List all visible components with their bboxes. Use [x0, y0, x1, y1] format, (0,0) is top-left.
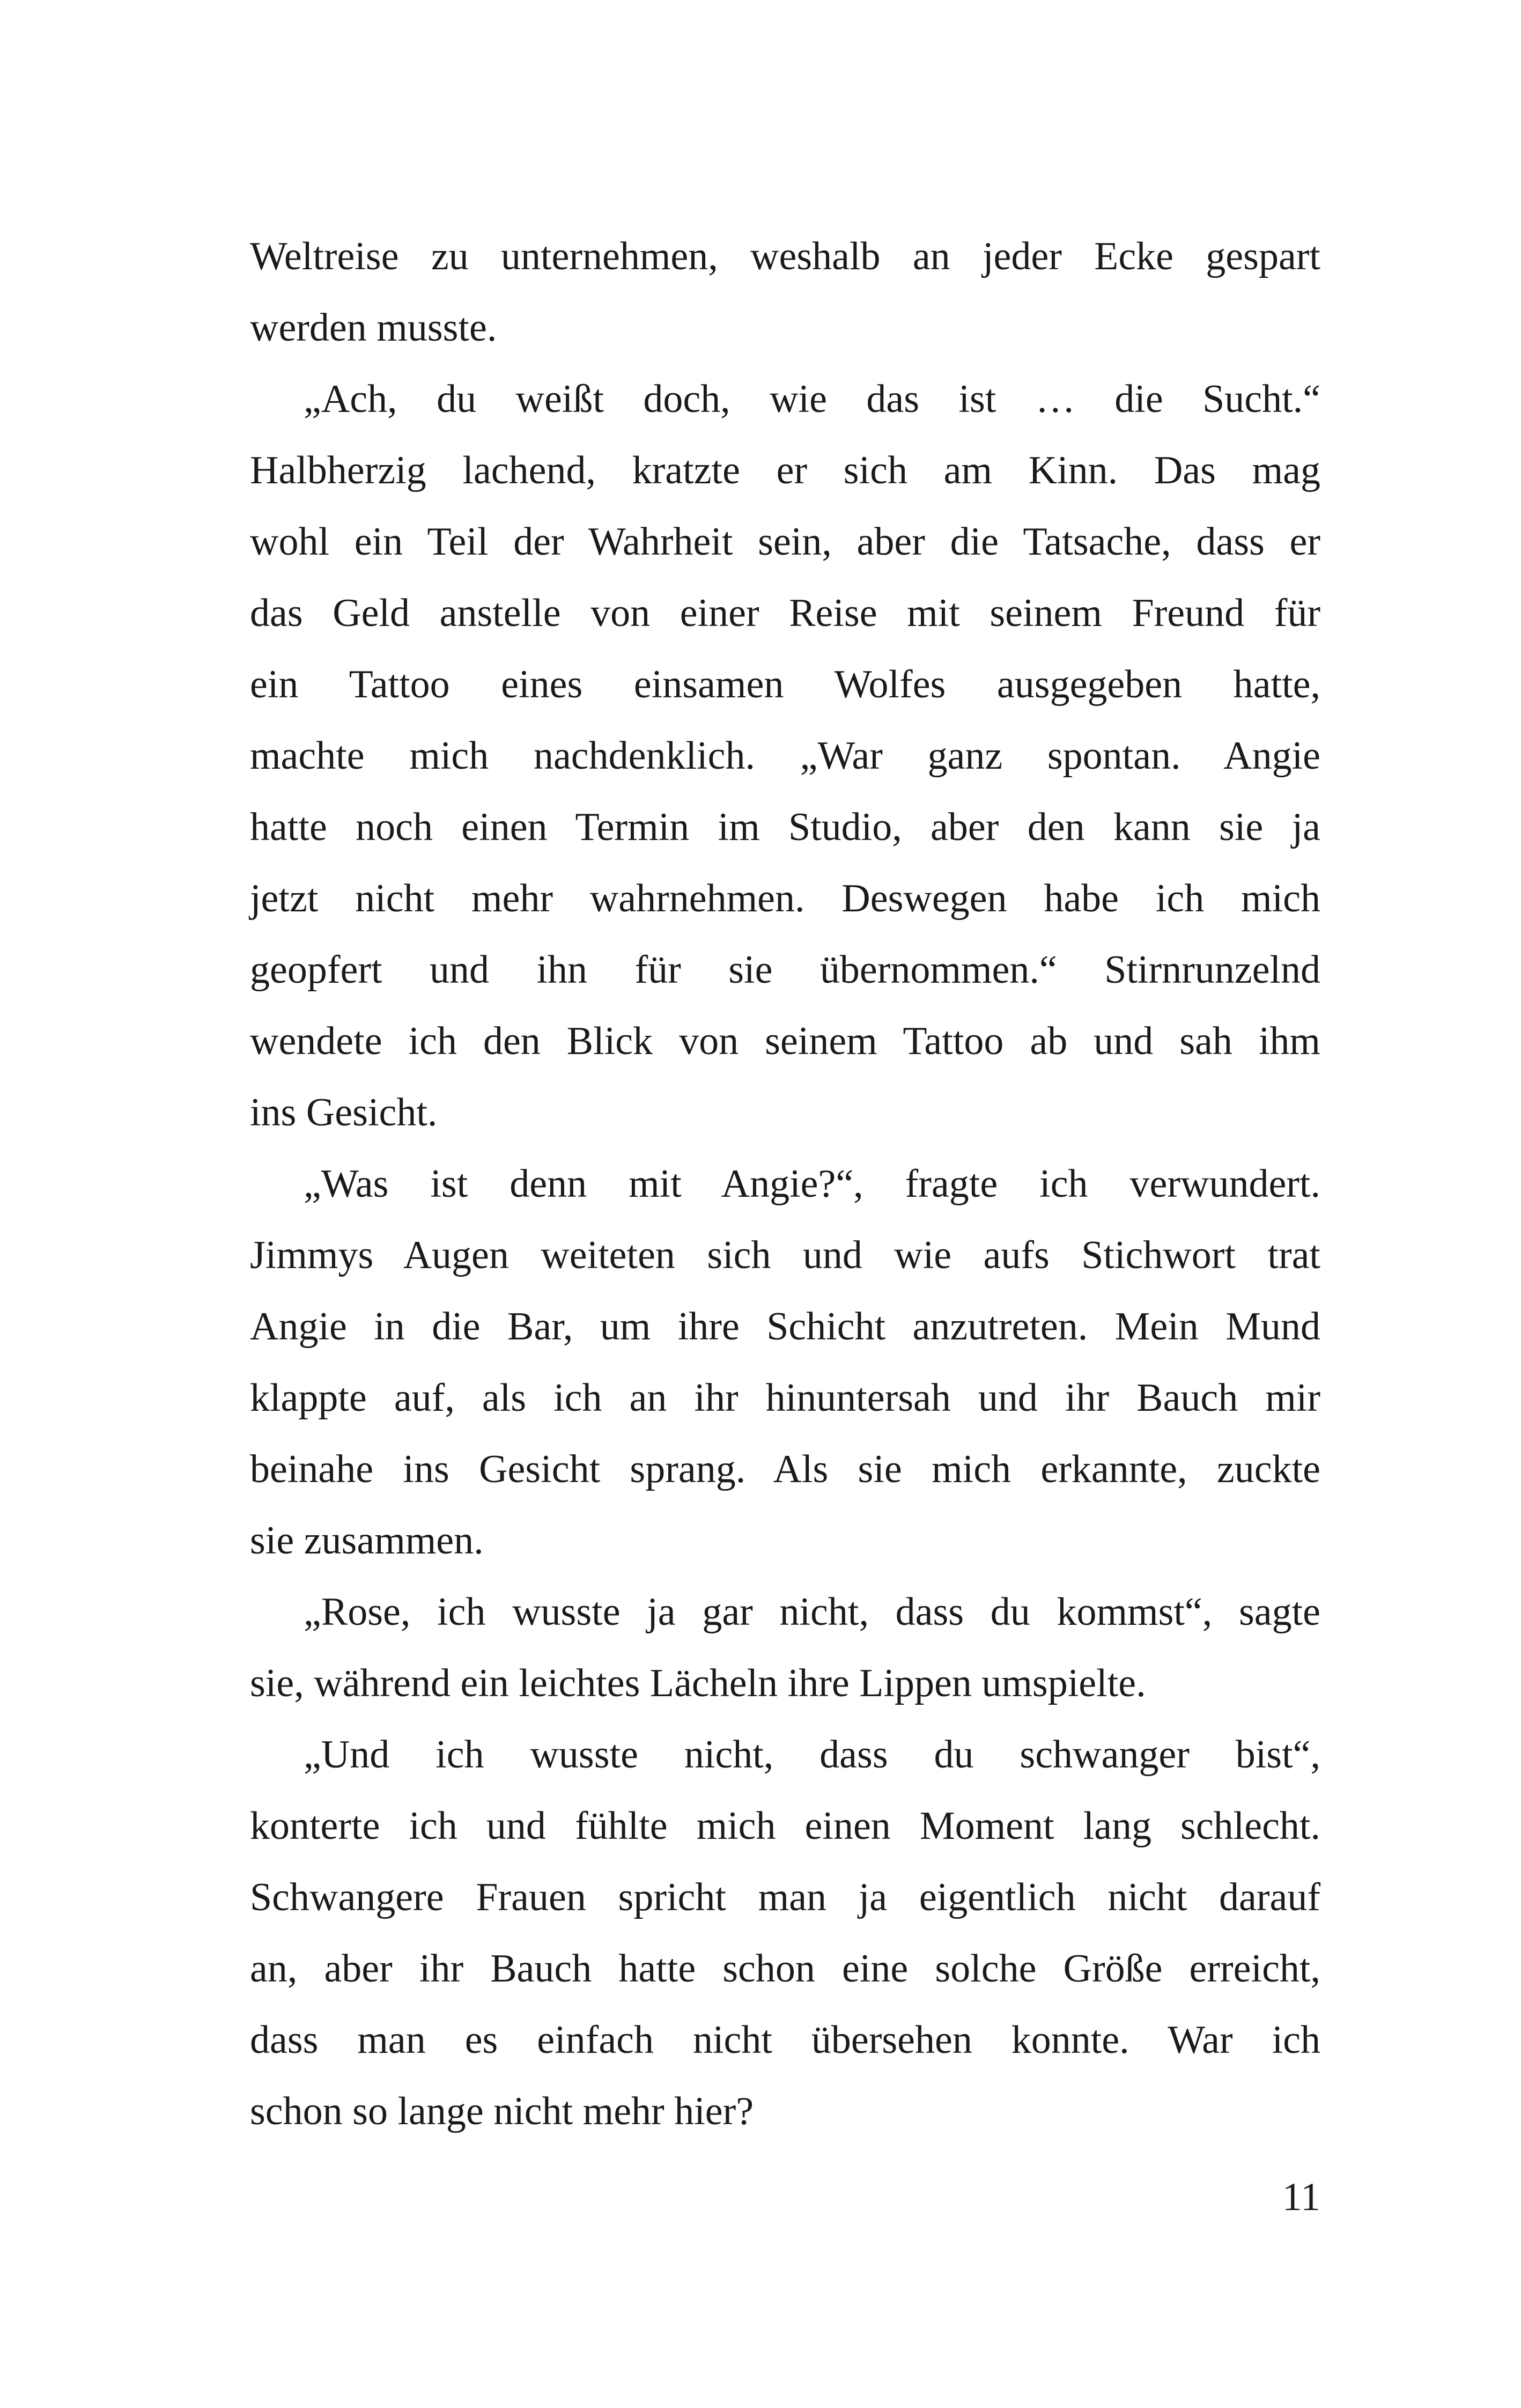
text-line: wendete ich den Blick von seinem Tattoo ab und sah ihm — [250, 1019, 1320, 1063]
text-line: klappte auf, als ich an ihr hinuntersah und ihr Bauch mir — [250, 1376, 1320, 1420]
text-line: hatte noch einen Termin im Studio, aber den kann sie ja — [250, 805, 1320, 849]
text-line: sie zusammen. — [250, 1519, 484, 1563]
text-line: dass man es einfach nicht übersehen konnte. War ich — [250, 2018, 1320, 2062]
text-line: werden musste. — [250, 306, 497, 350]
text-line: Weltreise zu unternehmen, weshalb an jeder Ecke gespart — [250, 234, 1320, 278]
text-line: das Geld anstelle von einer Reise mit seinem Freund für — [250, 591, 1320, 635]
text-line: konterte ich und fühlte mich einen Moment lang schlecht. — [250, 1804, 1320, 1848]
text-line: „Und ich wusste nicht, dass du schwanger bist“, — [304, 1733, 1320, 1777]
text-line: ins Gesicht. — [250, 1091, 438, 1135]
text-line: schon so lange nicht mehr hier? — [250, 2089, 754, 2133]
text-line: beinahe ins Gesicht sprang. Als sie mich erkannte, zuckte — [250, 1447, 1320, 1491]
text-line: ein Tattoo eines einsamen Wolfes ausgegeben hatte, — [250, 662, 1320, 706]
text-line: wohl ein Teil der Wahrheit sein, aber die Tatsache, dass er — [250, 520, 1320, 564]
page-number: 11 — [1282, 2175, 1320, 2219]
text-line: „Ach, du weißt doch, wie das ist … die Sucht.“ — [304, 377, 1320, 421]
text-line: jetzt nicht mehr wahrnehmen. Deswegen habe ich mich — [250, 877, 1320, 921]
text-line: an, aber ihr Bauch hatte schon eine solche Größe erreicht, — [250, 1947, 1320, 1991]
text-line: Jimmys Augen weiteten sich und wie aufs Stichwort trat — [250, 1233, 1320, 1277]
text-line: Angie in die Bar, um ihre Schicht anzutreten. Mein Mund — [250, 1305, 1320, 1349]
text-line: „Was ist denn mit Angie?“, fragte ich verwundert. — [304, 1162, 1320, 1206]
text-line: „Rose, ich wusste ja gar nicht, dass du kommst“, sagte — [304, 1590, 1320, 1634]
text-line: Halbherzig lachend, kratzte er sich am Kinn. Das mag — [250, 448, 1320, 492]
text-line: Schwangere Frauen spricht man ja eigentlich nicht darauf — [250, 1875, 1320, 1919]
text-line: sie, während ein leichtes Lächeln ihre Lippen umspielte. — [250, 1661, 1146, 1705]
body-text — [250, 221, 1320, 2147]
text-line: machte mich nachdenklich. „War ganz spontan. Angie — [250, 734, 1320, 778]
text-line: geopfert und ihn für sie übernommen.“ Stirnrunzelnd — [250, 948, 1320, 992]
